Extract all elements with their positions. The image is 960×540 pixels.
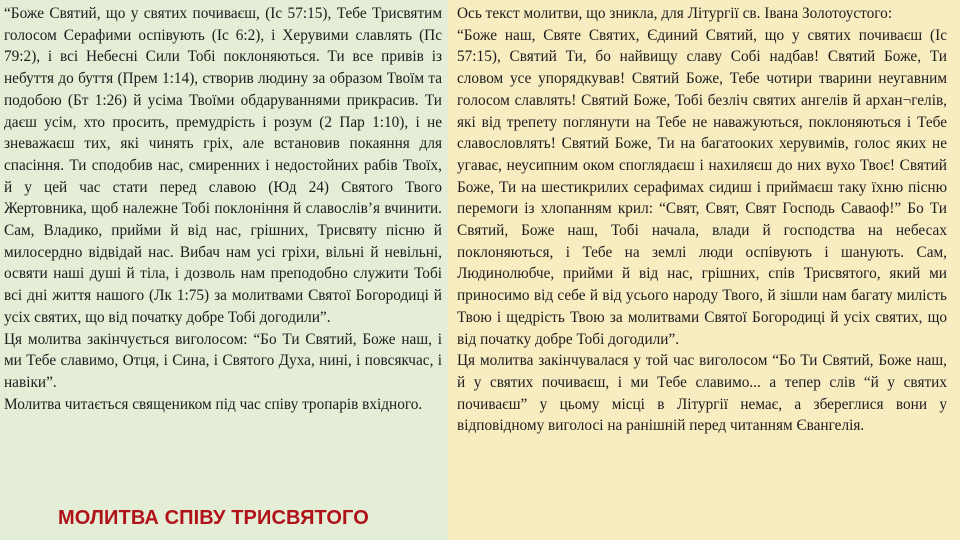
left-text-block [4,0,442,415]
intro-paragraph: Ось текст молитви, що зникла, для Літургії св. Івана Золотоустого: [457,5,893,22]
lost-prayer-paragraph: “Боже наш, Святе Святих, Єдиний Святий, що у святих почиваєш (Іс 57:15), Святий Ти, бо найвищу славу Собі надбав! Святий Боже, Ти словом усе упорядкував! Святий Боже, Тебе чотири тварини неугавним голосом славлять! Святий Боже, Тобі безліч святих ангелів й архан¬гелів, які від трепету поглянути на Тебе не наважуються, поклоняються і Тебе славословлять! Святий Боже, Ти на багатооких херувимів, голос яких не угаває, неусипним оком споглядаєш і нахиляєш до них вухо Твоє! Святий Боже, Ти на шестикрилих серафимах сидиш і приймаєш таку їхню пісню перемоги із хлопанням крил: “Свят, Свят, Свят Господь Саваоф!” Бо Ти Святий, Боже наш, Тобі начала, влади й господства на небесах поклоняються, і Тебе на землі люди оспівують і шанують. Сам, Людинолюбче, прийми й від нас, грішних, спів Трисвятого, який ми приносимо від себе й від усього народу Твого, й зішли нам багату милість Твою і щедрість Твою за молитвами Святої Богородиці й усіх святих, що від початку добре Тобі догодили”. [457,26,947,348]
ending-note-paragraph: Ця молитва закінчувалася у той час виголосом “Бо Ти Святий, Боже наш, й у святих почиваєш, і ми Тебе славимо... а тепер слів “й у святих почиваєш” у цьому місці в Літургії немає, а збереглися вони у відповідному виголосі на ранішній перед читанням Євангелія. [457,352,947,435]
right-text-block [457,0,947,437]
left-panel [0,0,448,540]
closing-exclamation-paragraph: Ця молитва закінчується виголосом: “Бо Ти Святий, Боже наш, і ми Тебе славимо, Отця, і Сина, і Святого Духа, нині, і повсякчас, і навіки”. [4,330,442,391]
usage-note-paragraph: Молитва читається священиком під час співу тропарів вхідного. [4,395,423,413]
slide-title: МОЛИТВА СПІВУ ТРИСВЯТОГО [58,507,369,529]
prayer-text-paragraph: “Боже Святий, що у святих почиваєш, (Іс 57:15), Тебе Трисвятим голосом Серафими оспівують (Іс 6:2), і Херувими славлять (Пс 79:2), і всі Небесні Сили Тобі поклоняються. Ти все привів із небуття до буття (Прем 1:14), створив людину за образом Твоїм та подобою (Бт 1:26) й усіма Твоїми обдаруваннями прикрасив. Ти даєш усім, хто просить, премудрість і розум (2 Пар 1:10), і не зневажаєш тих, які чинять гріх, але встановив покаяння для спасіння. Ти сподобив нас, смиренних і недостойних рабів Твоїх, й у цей час стати перед славою (Юд 24) Святого Твого Жертовника, щоб належне Тобі поклоніння й славослів’я вчинити. Сам, Владико, прийми й від нас, грішних, Трисвяту пісню й милосердно відвідай нас. Вибач нам усі гріхи, вільні й невільні, освяти наші душі й тіла, і дозволь нам преподобно служити Тобі всі дні життя нашого (Лк 1:75) за молитвами Святої Богородиці й усіх святих, що від початку добре Тобі догодили”. [4,5,442,326]
right-panel [448,0,960,540]
